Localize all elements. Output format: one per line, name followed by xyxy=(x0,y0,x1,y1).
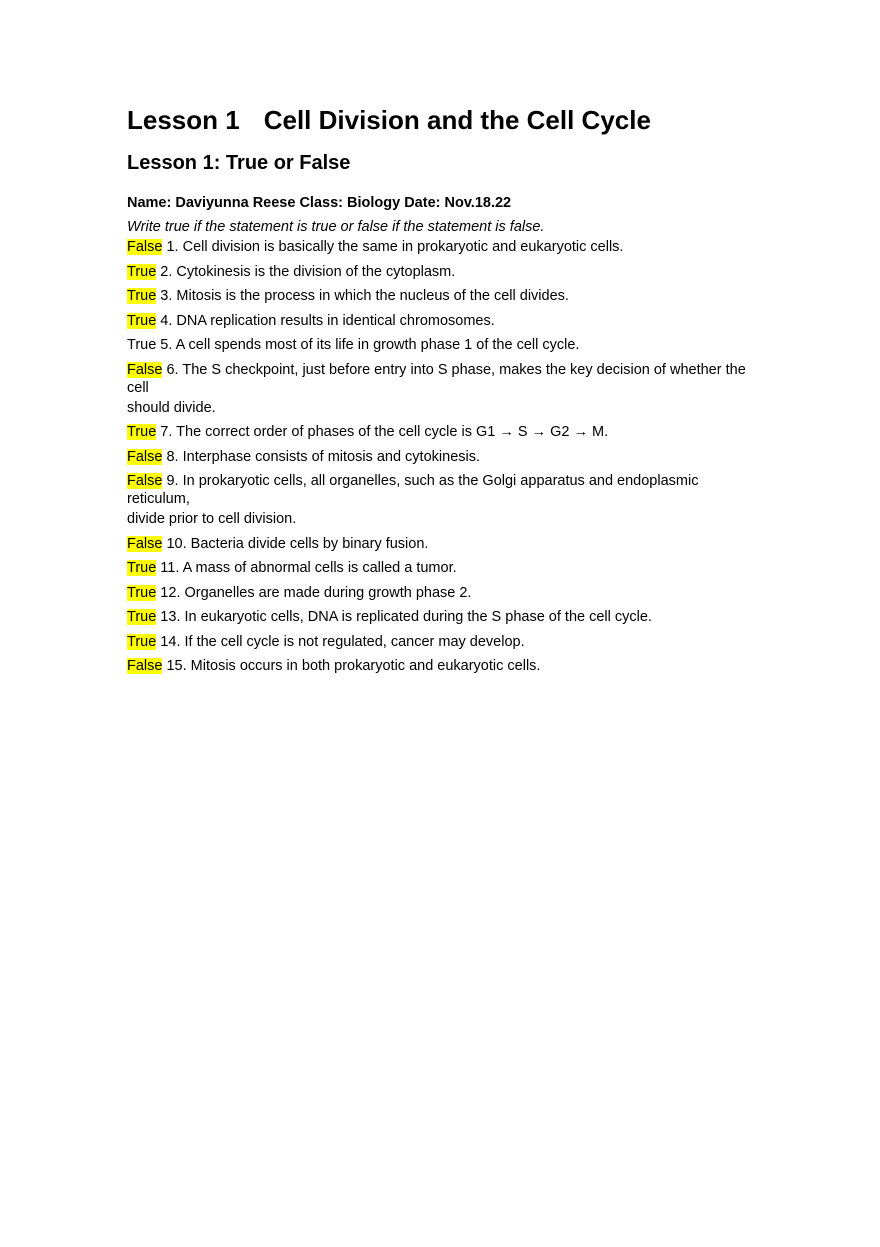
question-text: 9. In prokaryotic cells, all organelles, such as the Golgi apparatus and endoplasmic reticulum, xyxy=(127,473,699,507)
student-info-line: Name: Daviyunna Reese Class: Biology Date: Nov.18.22 xyxy=(127,195,512,211)
answer-label: True xyxy=(127,337,157,353)
question-item xyxy=(127,361,757,417)
question-text: 2. Cytokinesis is the division of the cytoplasm. xyxy=(156,263,456,280)
question-item xyxy=(127,535,757,553)
question-text: 11. A mass of abnormal cells is called a tumor. xyxy=(156,560,457,576)
answer-label: False xyxy=(127,448,163,465)
title-topic: Cell Division and the Cell Cycle xyxy=(263,105,651,135)
question-item xyxy=(127,448,757,466)
answer-label: True xyxy=(127,609,157,625)
answer-label: True xyxy=(127,633,157,650)
question-text-continuation: should divide. xyxy=(127,399,216,416)
question-item xyxy=(127,584,757,602)
page-title xyxy=(127,100,757,140)
question-text: 13. In eukaryotic cells, DNA is replicated during the S phase of the cell cycle. xyxy=(156,609,652,625)
question-item xyxy=(127,336,757,354)
question-text: 5. A cell spends most of its life in growth phase 1 of the cell cycle. xyxy=(156,337,580,353)
question-item xyxy=(127,633,757,651)
title-lesson: Lesson 1 xyxy=(127,105,240,135)
question-text: 1. Cell division is basically the same in prokaryotic and eukaryotic cells. xyxy=(162,239,624,255)
question-text: 6. The S checkpoint, just before entry into S phase, makes the key decision of whether the cell xyxy=(127,361,746,396)
answer-label: True xyxy=(127,312,157,329)
section-subtitle: Lesson 1: True or False xyxy=(127,152,351,174)
question-item xyxy=(127,263,757,281)
question-item xyxy=(127,287,757,305)
question-text-continuation: divide prior to cell division. xyxy=(127,511,297,527)
question-text: 3. Mitosis is the process in which the nucleus of the cell divides. xyxy=(156,288,569,304)
question-text: 12. Organelles are made during growth phase 2. xyxy=(156,584,472,601)
worksheet-page xyxy=(127,100,757,682)
answer-label: True xyxy=(127,263,157,280)
answer-label: False xyxy=(127,239,163,255)
question-item xyxy=(127,559,757,577)
answer-label: True xyxy=(127,424,157,440)
question-text: 4. DNA replication results in identical chromosomes. xyxy=(156,312,495,329)
answer-label: False xyxy=(127,658,163,674)
question-item xyxy=(127,312,757,330)
answer-label: True xyxy=(127,560,157,576)
question-text: 7. The correct order of phases of the cell cycle is G1 → S → G2 → M. xyxy=(156,424,609,440)
question-item xyxy=(127,423,757,441)
instructions-text: Write true if the statement is true or false if the statement is false. xyxy=(127,219,545,235)
answer-label: True xyxy=(127,288,157,304)
answer-label: False xyxy=(127,473,163,489)
question-list xyxy=(127,238,757,675)
question-text: 14. If the cell cycle is not regulated, cancer may develop. xyxy=(156,633,525,650)
question-text: 8. Interphase consists of mitosis and cytokinesis. xyxy=(162,448,481,465)
question-item xyxy=(127,608,757,626)
answer-label: False xyxy=(127,361,163,378)
question-item xyxy=(127,238,757,256)
answer-label: False xyxy=(127,535,163,552)
question-item xyxy=(127,472,757,528)
question-item xyxy=(127,657,757,675)
question-text: 15. Mitosis occurs in both prokaryotic and eukaryotic cells. xyxy=(162,658,541,674)
question-text: 10. Bacteria divide cells by binary fusion. xyxy=(162,535,429,552)
answer-label: True xyxy=(127,584,157,601)
